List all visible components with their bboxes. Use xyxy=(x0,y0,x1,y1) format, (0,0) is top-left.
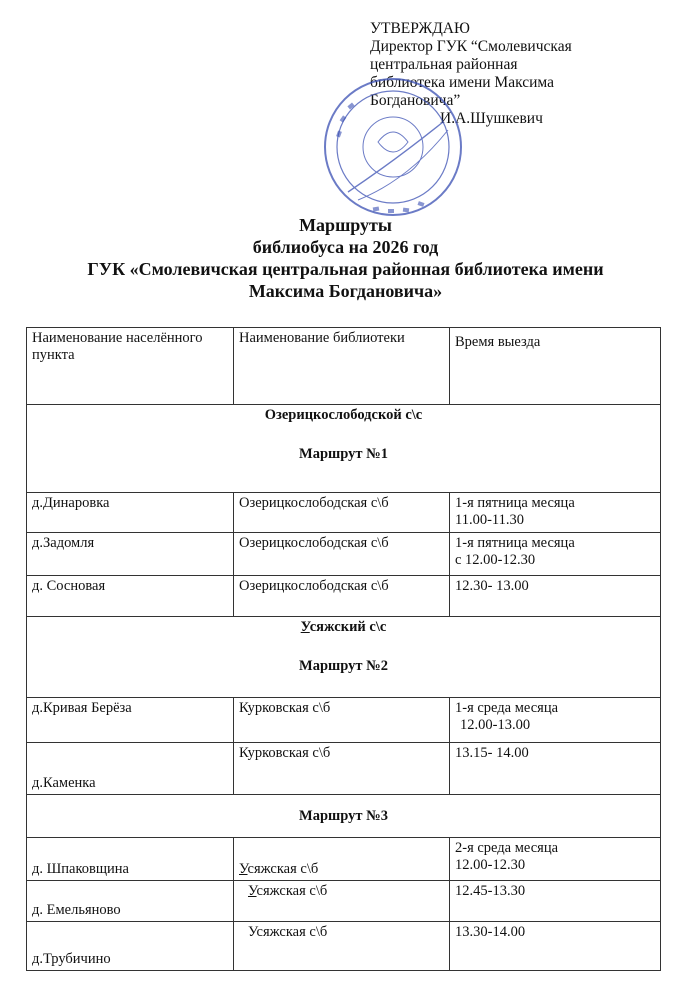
table-row xyxy=(27,881,661,922)
cell-place: д.Трубичино xyxy=(27,922,234,971)
time-line: 1-я пятница месяца xyxy=(455,495,575,511)
section-council: Озерицкослободской с\с xyxy=(264,407,423,423)
cell-time: 13.15- 14.00 xyxy=(450,743,661,795)
cell-time xyxy=(450,838,661,881)
cell-place: д.Задомля xyxy=(27,533,234,576)
table-row xyxy=(27,576,661,617)
title-line: библиобуса на 2026 год xyxy=(252,237,439,257)
approval-line: Богдановича” xyxy=(370,92,461,109)
table-row xyxy=(27,922,661,971)
cell-library: Озерицкослободская с\б xyxy=(234,576,450,617)
approval-line: УТВЕРЖДАЮ xyxy=(370,20,470,37)
section-route: Маршрут №2 xyxy=(299,658,388,674)
cell-place: д. Емельяново xyxy=(27,881,234,922)
cell-library xyxy=(234,881,450,922)
cell-time xyxy=(450,493,661,533)
cell-library: Усяжская с\б xyxy=(234,922,450,971)
section-council xyxy=(32,619,655,636)
cell-place: д.Динаровка xyxy=(27,493,234,533)
cell-place: д.Кривая Берёза xyxy=(27,698,234,743)
cell-time: 12.45-13.30 xyxy=(450,881,661,922)
approval-signer: И.А.Шушкевич xyxy=(440,110,543,127)
cell-library: Озерицкослободская с\б xyxy=(234,493,450,533)
time-line: 12.00-13.00 xyxy=(460,717,531,733)
cell-library: Курковская с\б xyxy=(234,698,450,743)
cell-time xyxy=(450,533,661,576)
header-settlement: Наименование населённого пункта xyxy=(27,328,234,405)
cell-place: д.Каменка xyxy=(27,743,234,795)
library-rest: сяжская с\б xyxy=(256,883,328,899)
approval-line: Директор ГУК “Смолевичская xyxy=(370,38,572,55)
title-line: ГУК «Смолевичская центральная районная библиотека имени xyxy=(87,259,604,279)
stamp-seal xyxy=(318,72,468,222)
time-line: 12.00-12.30 xyxy=(455,857,526,873)
time-line: с 12.00-12.30 xyxy=(455,552,536,568)
table-header-row xyxy=(27,328,661,405)
council-first-letter: У xyxy=(300,619,310,635)
time-line: 1-я среда месяца xyxy=(455,700,559,716)
routes-table xyxy=(26,327,661,971)
table-row xyxy=(27,743,661,795)
library-first-letter: У xyxy=(248,883,257,899)
section-route: Маршрут №3 xyxy=(299,807,388,824)
section-row xyxy=(27,795,661,838)
section-route: Маршрут №1 xyxy=(299,446,388,462)
time-line: 1-я пятница месяца xyxy=(455,535,575,551)
cell-library: Озерицкослободская с\б xyxy=(234,533,450,576)
document-title xyxy=(0,214,691,302)
council-rest: сяжский с\с xyxy=(309,619,387,635)
approval-line: центральная районная xyxy=(370,56,518,73)
title-line: Максима Богдановича» xyxy=(248,281,443,301)
library-rest: сяжская с\б xyxy=(247,861,319,877)
table-row xyxy=(27,533,661,576)
cell-time xyxy=(450,698,661,743)
header-library: Наименование библиотеки xyxy=(234,328,450,405)
table-row xyxy=(27,698,661,743)
title-line: Маршруты xyxy=(299,215,392,235)
time-line: 2-я среда месяца xyxy=(455,840,559,856)
table-row xyxy=(27,838,661,881)
table-row xyxy=(27,493,661,533)
cell-library xyxy=(234,838,450,881)
header-time: Время выезда xyxy=(450,328,661,405)
cell-place: д. Шпаковщина xyxy=(27,838,234,881)
cell-time: 12.30- 13.00 xyxy=(450,576,661,617)
time-line: 11.00-11.30 xyxy=(455,512,525,528)
cell-place: д. Сосновая xyxy=(27,576,234,617)
cell-library: Курковская с\б xyxy=(234,743,450,795)
library-first-letter: У xyxy=(239,861,248,877)
cell-time: 13.30-14.00 xyxy=(450,922,661,971)
approval-line: библиотека имени Максима xyxy=(370,74,554,91)
section-row xyxy=(27,617,661,698)
section-row xyxy=(27,405,661,493)
